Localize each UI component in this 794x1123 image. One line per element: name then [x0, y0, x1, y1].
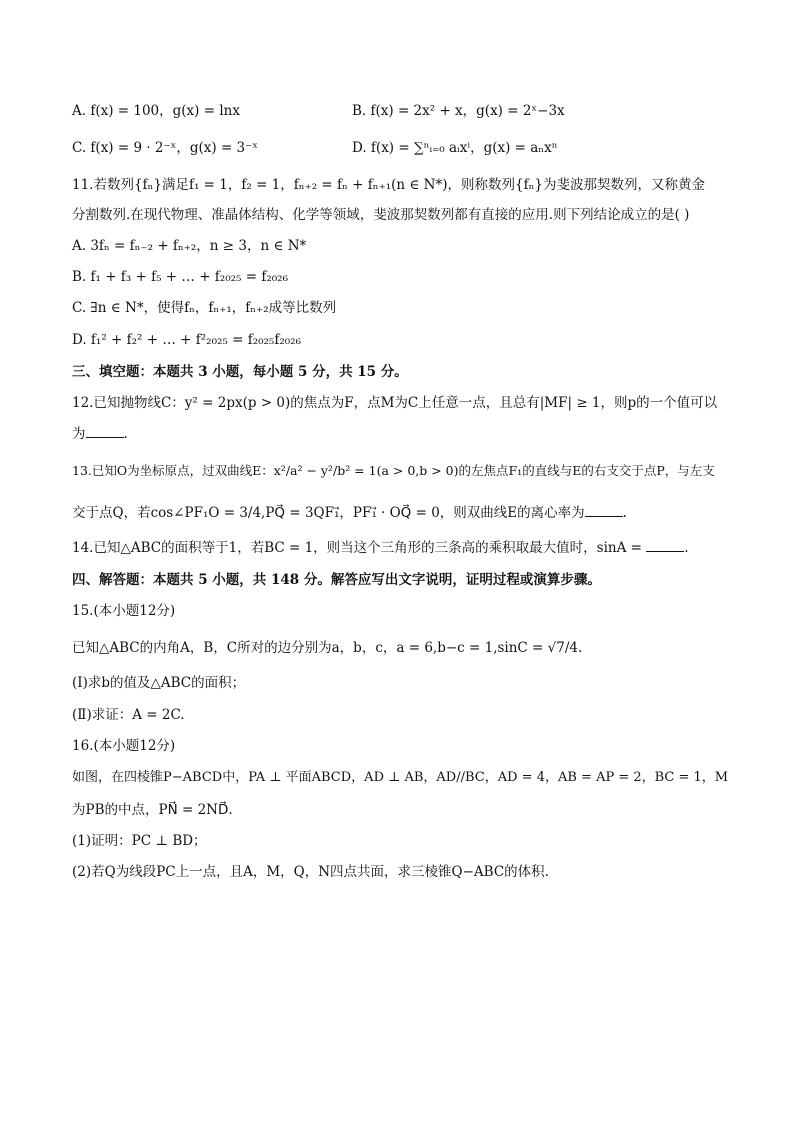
q16-part-1: (1)证明：PC ⊥ BD； — [72, 833, 207, 849]
q13-line-2 — [72, 503, 722, 523]
q13-line-2-suffix: . — [622, 505, 627, 521]
section-4-heading: 四、解答题：本题共 5 小题，共 148 分。解答应写出文字说明，证明过程或演算步骤。 — [72, 572, 601, 588]
q10-option-a: A. f(x) = 100，g(x) = lnx — [72, 103, 240, 119]
q15-part-2: (Ⅱ)求证：A = 2C. — [72, 707, 185, 723]
q10-option-d: D. f(x) = ∑ⁿᵢ₌₀ aᵢxⁱ，g(x) = aₙxⁿ — [352, 140, 558, 156]
q15-stem: 已知△ABC的内角A，B，C所对的边分别为a，b，c，a = 6,b−c = 1,sinC = √7/4. — [72, 640, 583, 656]
q14-prefix: 14.已知△ABC的面积等于1，若BC = 1，则当这个三角形的三条高的乘积取最大值时，sinA = — [72, 540, 647, 556]
q15-header: 15.(本小题12分) — [72, 603, 176, 619]
q12-line-2-prefix: 为 — [72, 426, 86, 442]
q14-line — [72, 538, 722, 558]
section-3-heading: 三、填空题：本题共 3 小题，每小题 5 分，共 15 分。 — [72, 364, 408, 380]
q11-option-b: B. f₁ + f₃ + f₅ + … + f₂₀₂₅ = f₂₀₂₆ — [72, 269, 288, 285]
q16-header: 16.(本小题12分) — [72, 738, 176, 754]
q10-option-c: C. f(x) = 9 · 2⁻ˣ，g(x) = 3⁻ˣ — [72, 140, 258, 156]
q15-part-1: (Ⅰ)求b的值及△ABC的面积； — [72, 675, 246, 691]
q16-stem-line-1: 如图，在四棱锥P−ABCD中，PA ⊥ 平面ABCD，AD ⊥ AB，AD//BC，AD = 4，AB = AP = 2，BC = 1，M — [72, 770, 729, 785]
q14-answer-blank — [646, 539, 684, 552]
q16-part-2: (2)若Q为线段PC上一点，且A，M，Q，N四点共面，求三棱锥Q−ABC的体积. — [72, 864, 549, 880]
q12-line-2 — [72, 424, 722, 444]
q11-option-c: C. ∃n ∈ N*，使得fₙ，fₙ₊₁，fₙ₊₂成等比数列 — [72, 300, 337, 316]
q16-stem-line-2: 为PB的中点，PN⃗ = 2ND⃗. — [72, 802, 233, 818]
q12-line-2-suffix: . — [123, 426, 128, 442]
q12-answer-blank — [86, 425, 124, 438]
q13-answer-blank — [585, 504, 623, 517]
q13-line-2-prefix: 交于点Q，若cos∠PF₁O = 3/4,PQ⃗ = 3QF₁⃗，PF₁⃗ · OQ⃗ = 0，则双曲线E的离心率为 — [72, 505, 585, 521]
q12-line-1: 12.已知抛物线C：y² = 2px(p > 0)的焦点为F，点M为C上任意一点，且总有|MF| ≥ 1，则p的一个值可以 — [72, 395, 718, 411]
q11-stem-line-2: 分割数列.在现代物理、准晶体结构、化学等领域，斐波那契数列都有直接的应用.则下列结论成立的是( ) — [72, 207, 690, 223]
q13-line-1: 13.已知O为坐标原点，过双曲线E：x²/a² − y²/b² = 1(a > 0,b > 0)的左焦点F₁的直线与E的右支交于点P，与左支 — [72, 463, 715, 478]
q10-option-b: B. f(x) = 2x² + x，g(x) = 2ˣ−3x — [352, 103, 565, 119]
q11-option-d: D. f₁² + f₂² + … + f²₂₀₂₅ = f₂₀₂₅f₂₀₂₆ — [72, 332, 301, 348]
q11-option-a: A. 3fₙ = fₙ₋₂ + fₙ₊₂，n ≥ 3，n ∈ N* — [72, 238, 307, 254]
q11-stem-line-1: 11.若数列{fₙ}满足f₁ = 1，f₂ = 1，fₙ₊₂ = fₙ + fₙ₊₁(n ∈ N*)，则称数列{fₙ}为斐波那契数列，又称黄金 — [72, 177, 706, 193]
q14-suffix: . — [684, 540, 689, 556]
